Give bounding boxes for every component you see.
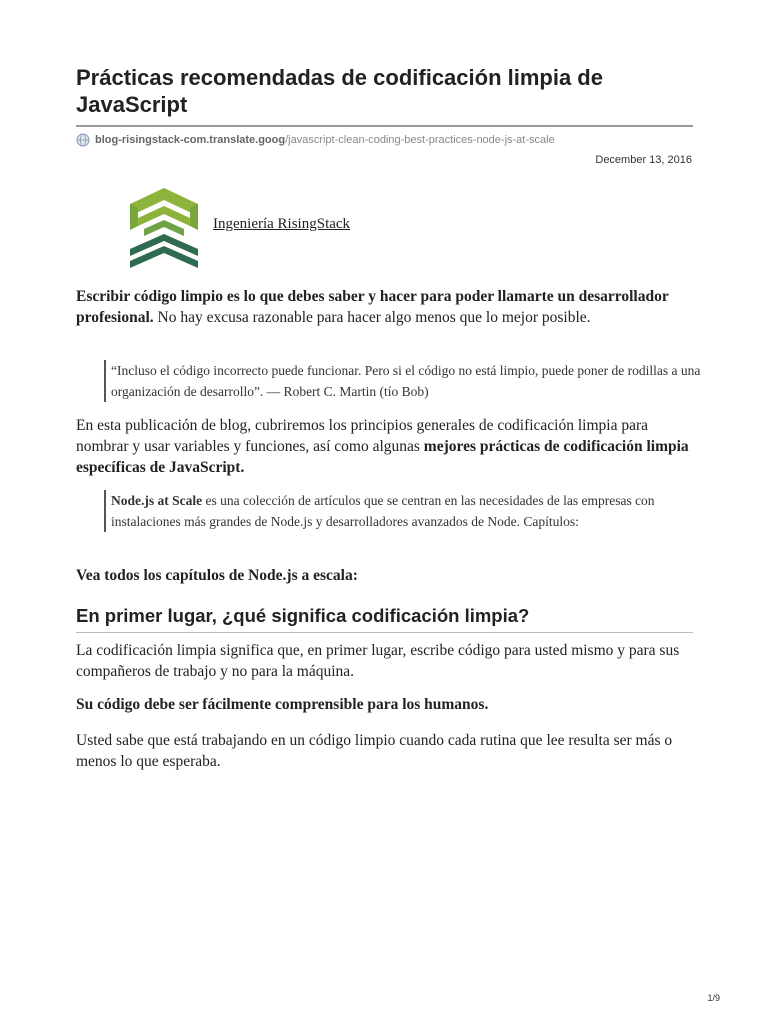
blockquote-martin: “Incluso el código incorrecto puede funcionar. Pero si el código no está limpio, puede poner de rodillas a una organización de desarrollo”. — Robert C. Martin (tío Bob) (104, 360, 701, 402)
source-path[interactable]: /javascript-clean-coding-best-practices-node-js-at-scale (285, 134, 555, 146)
article-title: Prácticas recomendadas de codificación limpia de JavaScript (76, 65, 603, 117)
source-domain[interactable]: blog-risingstack-com.translate.goog (95, 134, 286, 146)
intro-bold: Escribir código limpio es lo que debes saber y hacer para poder llamarte un desarrollador profesional. (76, 288, 669, 326)
paragraph-overview (76, 415, 693, 478)
overview-text: En esta publicación de blog, cubriremos los principios generales de codificación limpia para nombrar y usar variables y funciones, así como algunas (76, 417, 649, 455)
page-number: 1/9 (707, 993, 720, 1003)
publish-date: December 13, 2016 (595, 154, 692, 166)
intro-paragraph (76, 286, 693, 328)
overview-bold: mejores prácticas de codificación limpia específicas de JavaScript. (76, 438, 689, 476)
title-divider (76, 125, 693, 127)
section-paragraph-3: Usted sabe que está trabajando en un código limpio cuando cada rutina que lee resulta ser más o menos lo que esperaba. (76, 732, 673, 770)
risingstack-logo (128, 186, 200, 270)
section-paragraph-1: La codificación limpia significa que, en primer lugar, escribe código para usted mismo y para sus compañeros de trabajo y no para la máquina. (76, 642, 680, 680)
section-divider (76, 632, 693, 633)
section-paragraph-2 (76, 694, 693, 715)
intro-rest: No hay excusa razonable para hacer algo menos que lo mejor posible. (153, 309, 591, 326)
chapters-link-text[interactable]: Vea todos los capítulos de Node.js a escala: (76, 567, 358, 584)
note-node-at-scale (104, 490, 701, 532)
section-heading: En primer lugar, ¿qué significa codificación limpia? (76, 605, 530, 626)
source-url[interactable] (76, 131, 555, 149)
section-bold: Su código debe ser fácilmente comprensible para los humanos. (76, 696, 489, 713)
globe-icon (76, 133, 90, 147)
note-rest: es una colección de artículos que se centran en las necesidades de las empresas con instalaciones más grandes de Node.js y desarrolladores avanzados de Node. Capítulos: (111, 493, 655, 529)
note-bold[interactable]: Node.js at Scale (111, 493, 203, 508)
chapters-link[interactable] (76, 565, 693, 586)
author-link[interactable]: Ingeniería RisingStack (213, 216, 351, 232)
